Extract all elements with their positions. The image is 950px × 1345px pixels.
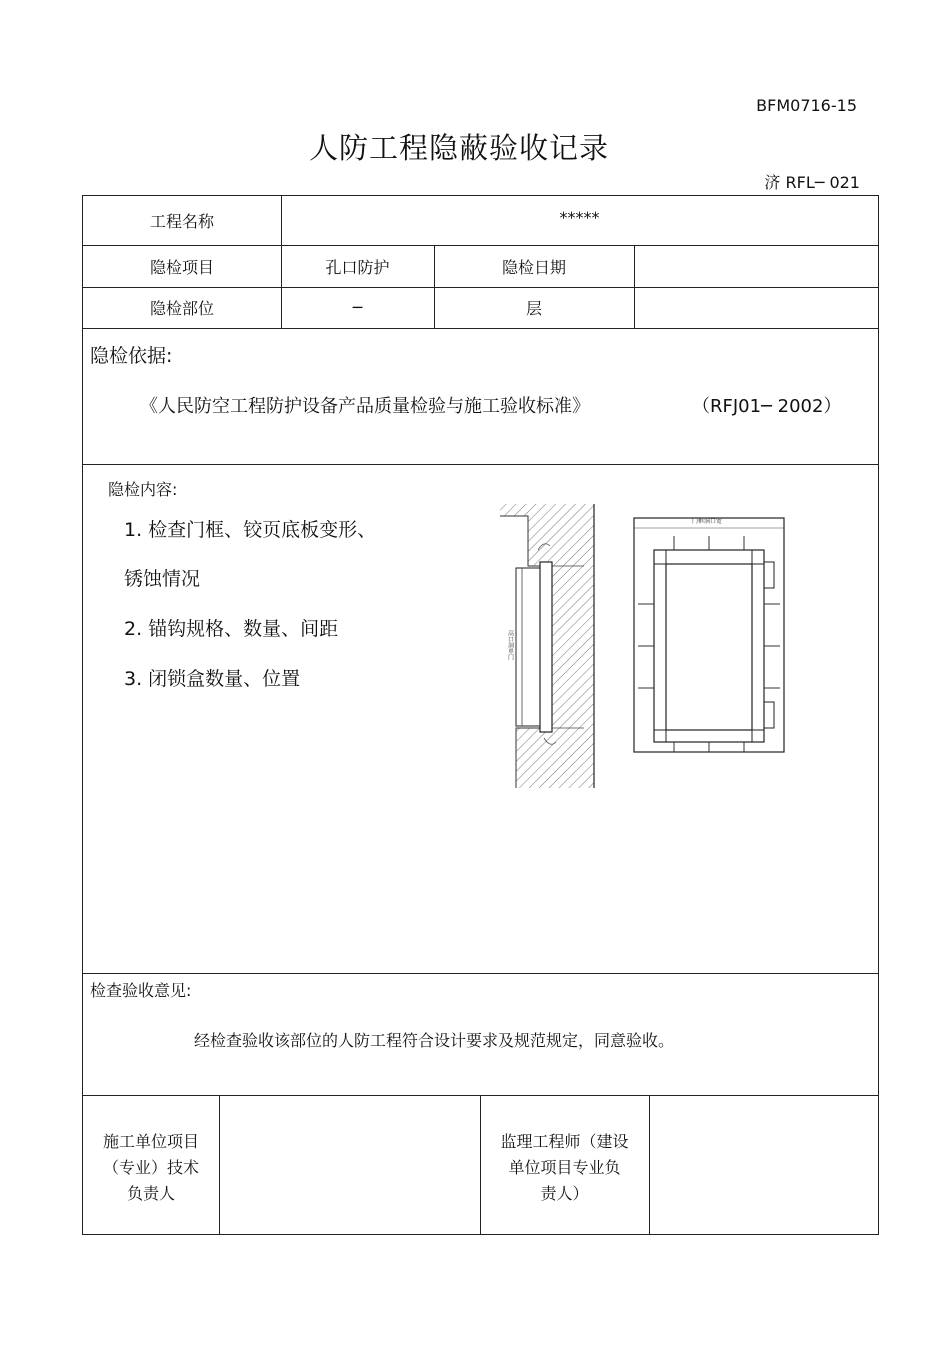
door-section-diagram bbox=[498, 502, 598, 790]
supervisor-signature-field[interactable] bbox=[649, 1095, 878, 1234]
content-label: 隐检内容: bbox=[108, 480, 178, 499]
document-number: BFM0716-15 bbox=[756, 96, 857, 115]
content-item-1: 1. 检查门框、铰页底板变形、 bbox=[124, 519, 377, 541]
contractor-signature-field[interactable] bbox=[219, 1095, 480, 1234]
side-view-label: 高口洞单门 bbox=[506, 630, 514, 660]
contractor-label-line: 施工单位项目 bbox=[102, 1132, 199, 1151]
front-view-label: 门框洞口宽 bbox=[692, 518, 723, 525]
form-code: 济 RFL─ 021 bbox=[764, 173, 860, 192]
inspection-date-value[interactable] bbox=[634, 245, 878, 287]
content-item-1-cont: 锈蚀情况 bbox=[124, 568, 201, 590]
basis-label: 隐检依据: bbox=[90, 345, 173, 367]
floor-label: 层 bbox=[525, 299, 542, 318]
content-item-2: 2. 锚钩规格、数量、间距 bbox=[124, 618, 339, 640]
supervisor-label-line: 责人） bbox=[540, 1184, 589, 1203]
opinion-label: 检查验收意见: bbox=[90, 981, 192, 1000]
project-name-value[interactable]: ***** bbox=[559, 207, 600, 227]
inspection-date-label: 隐检日期 bbox=[501, 257, 566, 277]
supervisor-label-line: 监理工程师（建设 bbox=[500, 1132, 629, 1151]
contractor-label-line: 负责人 bbox=[126, 1184, 175, 1203]
supervisor-label-line: 单位项目专业负 bbox=[508, 1158, 621, 1177]
supervisor-signature-label bbox=[480, 1129, 649, 1207]
project-name-label: 工程名称 bbox=[149, 212, 214, 231]
inspection-location-label: 隐检部位 bbox=[149, 299, 214, 318]
contractor-label-line: （专业）技术 bbox=[102, 1158, 199, 1177]
opinion-text: 经检查验收该部位的人防工程符合设计要求及规范规定，同意验收。 bbox=[194, 1031, 675, 1050]
floor-value[interactable] bbox=[634, 287, 878, 328]
content-item-3: 3. 闭锁盒数量、位置 bbox=[124, 668, 301, 690]
inspection-item-label: 隐检项目 bbox=[149, 257, 214, 277]
inspection-location-value[interactable]: ─ bbox=[352, 298, 363, 317]
page-title: 人防工程隐蔽验收记录 bbox=[308, 131, 609, 165]
contractor-signature-label bbox=[83, 1129, 219, 1207]
inspection-item-value[interactable]: 孔口防护 bbox=[325, 257, 390, 277]
door-frame-front-diagram bbox=[630, 512, 790, 756]
basis-code: （RFJ01─ 2002） bbox=[692, 396, 842, 417]
basis-standard: 《人民防空工程防护设备产品质量检验与施工验收标准》 bbox=[140, 396, 590, 417]
